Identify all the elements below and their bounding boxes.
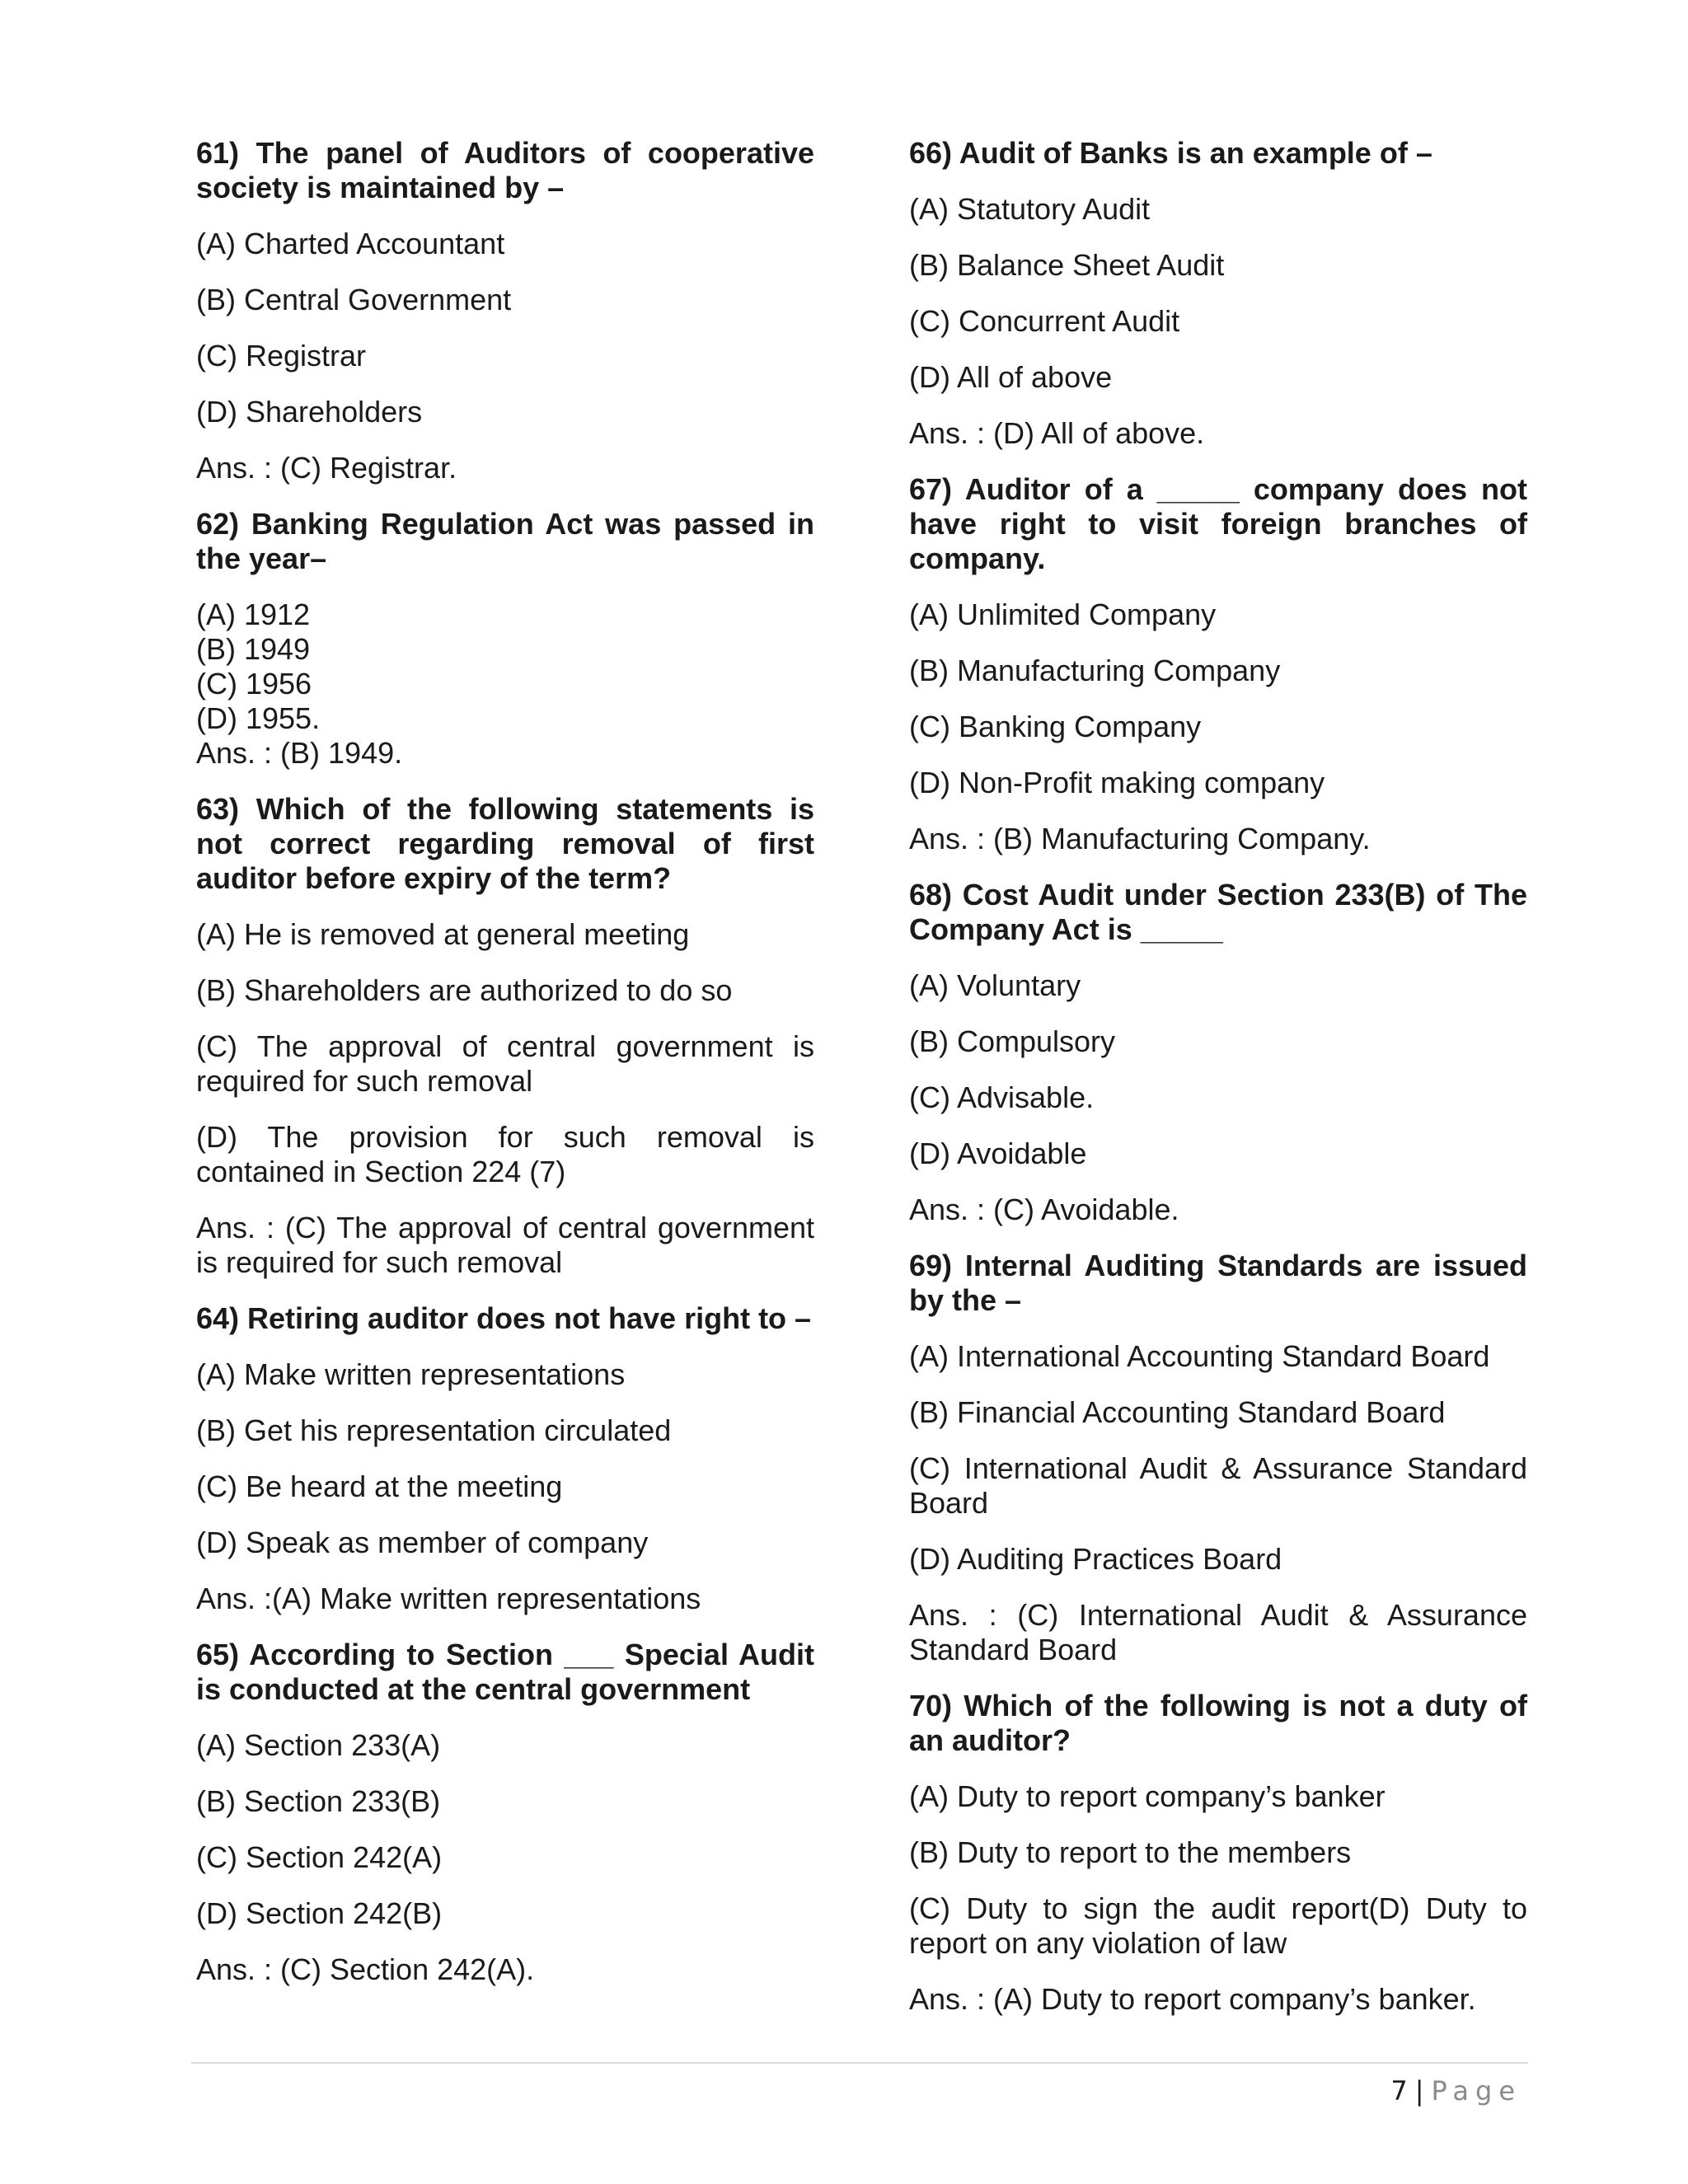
option-b: (B) Section 233(B) <box>196 1784 441 1818</box>
answer: Ans. : (C) Avoidable. <box>909 1193 1179 1226</box>
option-d: (D) Section 242(B) <box>196 1896 443 1930</box>
option-d: (D) Auditing Practices Board <box>909 1542 1282 1576</box>
option-d: (D) Speak as member of company <box>196 1526 649 1559</box>
page-number: 7 <box>1390 2075 1409 2107</box>
question-61 <box>196 136 814 485</box>
option-d: (D) Avoidable <box>909 1137 1087 1170</box>
answer: Ans. :(A) Make written representations <box>196 1582 701 1615</box>
question-70 <box>909 1689 1527 2017</box>
question-63 <box>196 792 814 1280</box>
question-title: 66) Audit of Banks is an example of – <box>909 136 1432 170</box>
question-67 <box>909 472 1527 856</box>
right-column <box>909 136 1527 2038</box>
answer: Ans. : (A) Duty to report company’s banker. <box>909 1982 1476 2016</box>
question-title: 69) Internal Auditing Standards are issued by the – <box>909 1249 1527 1317</box>
option-a: (A) Unlimited Company <box>909 598 1217 631</box>
page-label: Page <box>1431 2075 1522 2107</box>
option-d: (D) Non-Profit making company <box>909 766 1325 799</box>
answer: Ans. : (C) Section 242(A). <box>196 1952 535 1986</box>
option-a: (A) Statutory Audit <box>909 192 1151 226</box>
question-title: 61) The panel of Auditors of cooperative society is maintained by – <box>196 136 814 204</box>
question-title: 64) Retiring auditor does not have right to – <box>196 1301 812 1335</box>
option-a: (A) Voluntary <box>909 968 1081 1002</box>
option-b: (B) Manufacturing Company <box>909 654 1281 687</box>
option-b: (B) Get his representation circulated <box>196 1413 672 1447</box>
option-c: (C) 1956 <box>196 667 312 701</box>
question-title: 67) Auditor of a _____ company does not have right to visit foreign branches of company. <box>909 472 1527 575</box>
question-title: 63) Which of the following statements is not correct regarding removal of first auditor before expiry of the term? <box>196 792 814 895</box>
answer: Ans. : (B) 1949. <box>196 736 403 770</box>
option-c: (C) Section 242(A) <box>196 1840 443 1874</box>
option-a: (A) He is removed at general meeting <box>196 917 690 951</box>
page-footer <box>1390 2075 1522 2107</box>
option-b: (B) Financial Accounting Standard Board <box>909 1395 1446 1429</box>
answer: Ans. : (C) International Audit & Assurance Standard Board <box>909 1598 1527 1666</box>
option-c: (C) Be heard at the meeting <box>196 1469 563 1503</box>
footer-divider <box>191 2062 1528 2064</box>
option-d: (D) 1955. <box>196 701 321 735</box>
option-a: (A) Duty to report company’s banker <box>909 1779 1386 1813</box>
option-b: (B) Compulsory <box>909 1024 1116 1058</box>
left-column <box>196 136 814 2008</box>
answer: Ans. : (D) All of above. <box>909 416 1205 450</box>
option-b: (B) 1949 <box>196 632 311 666</box>
option-d: (D) Shareholders <box>196 395 423 429</box>
option-b: (B) Duty to report to the members <box>909 1835 1352 1869</box>
option-a: (A) International Accounting Standard Board <box>909 1339 1490 1373</box>
option-b: (B) Balance Sheet Audit <box>909 248 1225 282</box>
question-62 <box>196 507 814 771</box>
option-b: (B) Shareholders are authorized to do so <box>196 973 733 1007</box>
question-title: 65) According to Section ___ Special Audit is conducted at the central government <box>196 1638 814 1706</box>
option-a: (A) Section 233(A) <box>196 1728 441 1762</box>
option-c: (C) The approval of central government is required for such removal <box>196 1029 814 1098</box>
option-c: (C) Registrar <box>196 339 367 373</box>
question-title: 68) Cost Audit under Section 233(B) of The Company Act is _____ <box>909 878 1527 946</box>
question-68 <box>909 878 1527 1227</box>
question-69 <box>909 1249 1527 1667</box>
option-a: (A) Make written representations <box>196 1357 626 1391</box>
option-d: (D) All of above <box>909 360 1113 394</box>
option-c: (C) Banking Company <box>909 710 1202 743</box>
answer: Ans. : (C) The approval of central government is required for such removal <box>196 1211 814 1279</box>
option-a: (A) 1912 <box>196 598 311 631</box>
option-c: (C) Advisable. <box>909 1080 1095 1114</box>
option-c: (C) International Audit & Assurance Standard Board <box>909 1451 1527 1520</box>
footer-separator: | <box>1414 2075 1425 2107</box>
option-c-d: (C) Duty to sign the audit report(D) Duty to report on any violation of law <box>909 1891 1527 1960</box>
question-64 <box>196 1301 814 1616</box>
question-title: 62) Banking Regulation Act was passed in the year– <box>196 507 814 575</box>
question-65 <box>196 1638 814 1987</box>
option-c: (C) Concurrent Audit <box>909 304 1180 338</box>
option-a: (A) Charted Accountant <box>196 227 505 260</box>
option-b: (B) Central Government <box>196 283 512 316</box>
answer: Ans. : (B) Manufacturing Company. <box>909 822 1371 855</box>
question-66 <box>909 136 1527 451</box>
answer: Ans. : (C) Registrar. <box>196 451 457 485</box>
question-title: 70) Which of the following is not a duty of an auditor? <box>909 1689 1527 1757</box>
option-d: (D) The provision for such removal is contained in Section 224 (7) <box>196 1120 814 1188</box>
